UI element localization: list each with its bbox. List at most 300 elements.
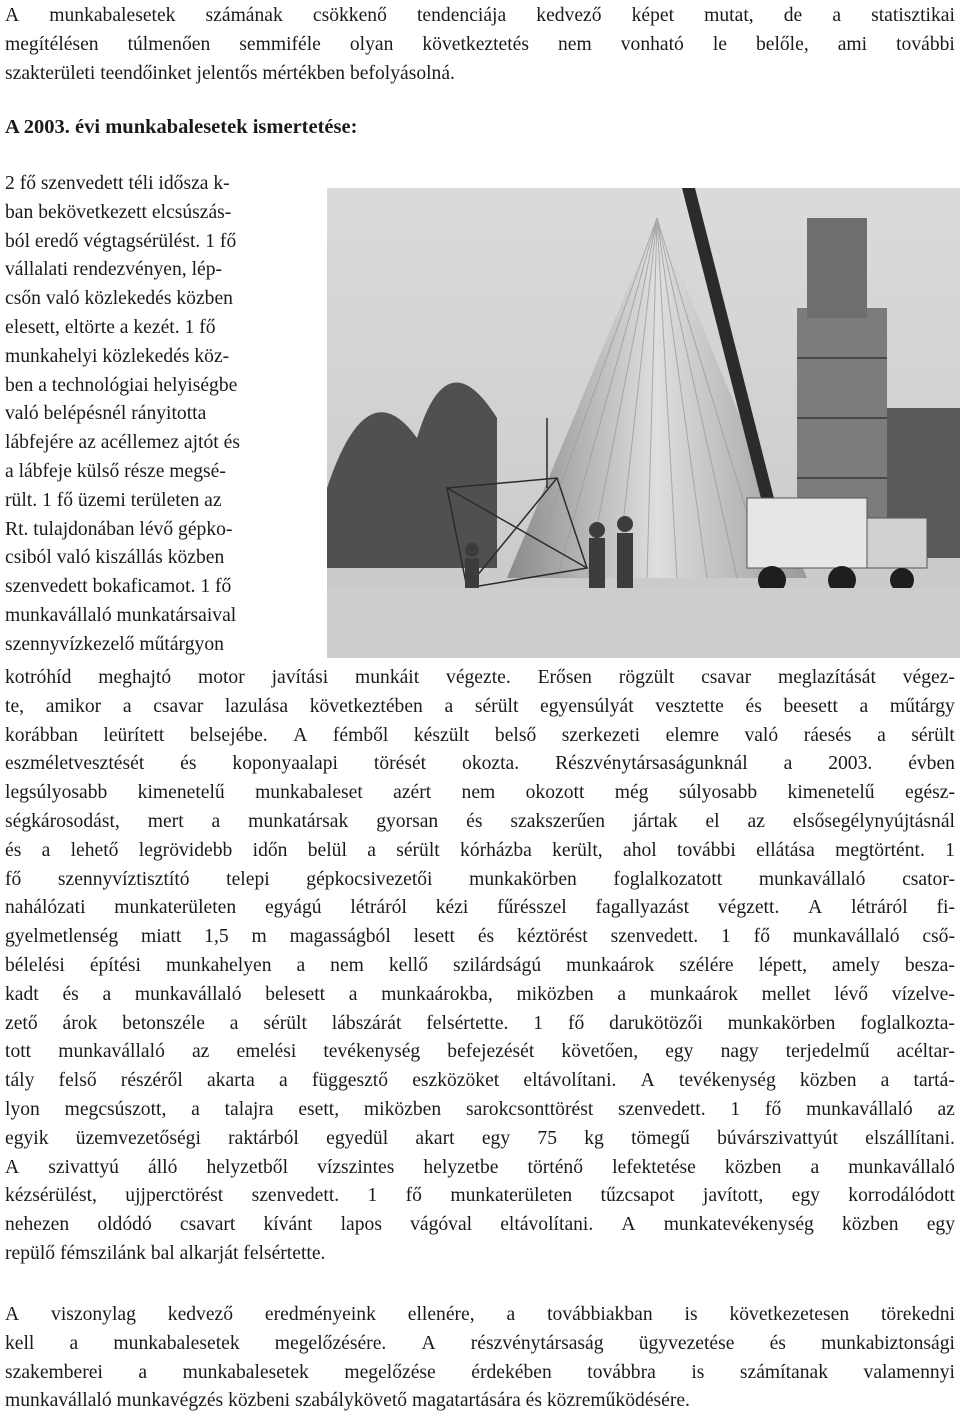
word: elemre [665, 724, 719, 746]
word: még [614, 782, 649, 804]
word: a [444, 695, 454, 717]
word: tevékenység [323, 1041, 421, 1063]
word: emelési [236, 1041, 297, 1063]
full-line [5, 894, 955, 923]
column-line: csiból való kiszállás közben [5, 547, 225, 569]
word: miközben [516, 983, 594, 1005]
incident-full-paragraph [5, 664, 955, 1269]
site-photo [327, 188, 960, 658]
full-line [5, 1096, 955, 1125]
word: fagallyazást [595, 897, 690, 919]
word: kg [584, 1127, 604, 1149]
word: munkaárok [566, 954, 655, 976]
word: akarta [206, 1070, 255, 1092]
word: kimenetelű [137, 782, 225, 804]
full-line [5, 1211, 955, 1240]
column-line: ben a technológiai helyiségbe [5, 374, 238, 396]
closing-line [5, 1330, 955, 1359]
word: kívánt [263, 1214, 313, 1236]
full-line [5, 750, 955, 779]
word: végezte. [446, 667, 511, 688]
word: A [5, 1304, 20, 1325]
word: egész- [904, 782, 955, 804]
word: magasságból [289, 926, 391, 948]
word: kézsérülést, [5, 1185, 97, 1207]
word: lefektetése [612, 1156, 696, 1178]
word: nem [558, 33, 592, 55]
word: nehezen [5, 1214, 70, 1236]
word: A [621, 1214, 636, 1236]
word: ahol [623, 839, 657, 861]
word: lévő [834, 983, 869, 1005]
word: lábszárát [331, 1012, 402, 1034]
word: részéről [120, 1070, 183, 1092]
word: javított, [702, 1185, 764, 1207]
word: fő [567, 1012, 585, 1034]
word: lapos [340, 1214, 382, 1236]
word: javítási [271, 667, 329, 688]
word: miatt [141, 926, 182, 948]
word: a [877, 724, 886, 746]
word: korábban [5, 724, 78, 746]
incident-column-paragraph [5, 170, 307, 660]
word: betonszéle [122, 1012, 205, 1034]
word: közben [799, 1070, 857, 1092]
word: cső- [922, 926, 955, 948]
word: lyon [5, 1098, 40, 1120]
word: zető [5, 1012, 38, 1034]
word: létráról [851, 897, 908, 919]
word: miközben [363, 1098, 442, 1120]
full-line [5, 722, 955, 751]
word: üzemvezetőségi [75, 1127, 201, 1149]
word: lépett, [758, 954, 808, 976]
word: a [783, 753, 793, 775]
word: ügyvezetése [638, 1332, 735, 1354]
word: és [5, 839, 22, 861]
word: munkakörben [469, 868, 577, 890]
word: számítanak [739, 1361, 829, 1383]
word: fémből [332, 724, 389, 746]
word: A [640, 1070, 655, 1092]
word: építési [89, 954, 141, 976]
word: szakszerűen [510, 810, 606, 832]
full-line [5, 952, 955, 981]
word: semmiféle [239, 33, 321, 55]
word: azért [393, 782, 432, 804]
word: munkabiztonsági [821, 1332, 955, 1354]
word: munkáit [354, 667, 420, 688]
column-line: szennyvízkezelő műtárgyon [5, 633, 224, 655]
word: a [348, 983, 358, 1005]
column-line: munkahelyi közlekedés köz- [5, 345, 230, 367]
word: súlyosabb [678, 782, 758, 804]
word: munkabalesetek [113, 1332, 240, 1354]
word: okozta. [462, 753, 520, 775]
word: munkahelyen [165, 954, 272, 976]
word: következtetés [422, 33, 530, 55]
word: ujjperctörést [125, 1185, 224, 1207]
word: amely [832, 954, 880, 976]
full-line [5, 808, 955, 837]
full-line [5, 1125, 955, 1154]
word: kézi [435, 897, 469, 919]
word: szenvedett. [618, 1098, 706, 1120]
word: megítélésen [5, 33, 99, 55]
word: is [684, 1304, 698, 1325]
word: motor [197, 667, 245, 688]
intro-line-3: szakterületi teendőinket jelentős mértékben befolyásolná. [5, 62, 455, 84]
word: legrövidebb [138, 839, 233, 861]
word: munkatevékenység [663, 1214, 814, 1236]
word: követően, [561, 1041, 639, 1063]
full-line [5, 837, 955, 866]
full-line [5, 1182, 955, 1211]
word: szenvedett. [251, 1185, 340, 1207]
word: tömegű [631, 1127, 690, 1149]
word: raktárból [228, 1127, 299, 1149]
word: csavart [179, 1214, 236, 1236]
word: mellet [761, 983, 811, 1005]
section-heading: A 2003. évi munkabalesetek ismertetése: [5, 116, 358, 138]
word: lazulása [224, 695, 289, 717]
column-line: vállalati rendezvényen, lép- [5, 259, 223, 281]
column-line: való belépésnél rányitotta [5, 403, 207, 425]
word: statisztikai [871, 5, 955, 26]
word: a [138, 1361, 148, 1383]
word: mert [147, 810, 184, 832]
word: korrodálódott [848, 1185, 955, 1207]
word: munkavállaló [792, 926, 900, 948]
word: ségkárosodást, [5, 810, 120, 832]
word: helyzetbe [423, 1156, 499, 1178]
word: bélelési [5, 954, 65, 976]
word: készült [413, 724, 470, 746]
word: eltávolítani. [523, 1070, 617, 1092]
word: megelőzésére. [274, 1332, 387, 1354]
word: közben [724, 1156, 782, 1178]
word: további [896, 33, 955, 55]
word: nahálózati [5, 897, 86, 919]
full-line: repülő fémszilánk bal alkarját felsértette. [5, 1242, 326, 1264]
word: a [296, 954, 306, 976]
word: munkavállaló [758, 868, 866, 890]
word: a [211, 810, 221, 832]
word: fő [753, 926, 770, 948]
word: szennyvíztisztító [57, 868, 190, 890]
word: elszállítani. [865, 1127, 955, 1149]
word: okozott [525, 782, 585, 804]
word: fő [405, 1185, 422, 1207]
word: is [691, 1361, 705, 1383]
word: A [5, 5, 20, 26]
word: egy [791, 1185, 820, 1207]
word: olyan [349, 33, 394, 55]
word: sérült [911, 724, 955, 746]
word: mutat, [704, 5, 754, 26]
word: valamennyi [863, 1361, 955, 1383]
word: gyorsan [376, 810, 439, 832]
word: egy [481, 1127, 511, 1149]
word: fűrésszel [497, 897, 567, 919]
word: besza- [904, 954, 955, 976]
word: helyzetből [206, 1156, 289, 1178]
word: csavar [701, 667, 752, 688]
word: munkavállaló [806, 1098, 913, 1120]
word: az [747, 810, 765, 832]
column-line: munkavállaló munkatársaival [5, 604, 237, 626]
word: egy [665, 1041, 694, 1063]
word: meglazítását [777, 667, 876, 688]
word: sérült [263, 1012, 307, 1034]
full-line [5, 1038, 955, 1067]
word: a [102, 983, 112, 1005]
word: következtében [309, 695, 423, 717]
word: törekedni [880, 1304, 955, 1325]
full-line [5, 1154, 955, 1183]
closing-line [5, 1359, 955, 1388]
word: történő [527, 1156, 584, 1178]
word: 75 [537, 1127, 557, 1149]
word: talajra [224, 1098, 274, 1120]
word: a [278, 1070, 288, 1092]
word: oldódó [97, 1214, 152, 1236]
word: egyensúlyát [540, 695, 634, 717]
word: te, [5, 695, 25, 717]
word: kórházba [460, 839, 532, 861]
word: nem [461, 782, 496, 804]
word: esett, [298, 1098, 340, 1120]
word: 2003. [828, 753, 873, 775]
word: A [293, 724, 308, 746]
word: kéztörést [517, 926, 588, 948]
word: tevékenység [678, 1070, 776, 1092]
word: ami [837, 33, 868, 55]
word: munkabalesetek [182, 1361, 309, 1383]
word: csökkenő [312, 5, 387, 26]
word: kedvező [536, 5, 602, 26]
column-line: ból eredő végtagsérülést. 1 fő [5, 230, 237, 252]
full-line [5, 664, 955, 693]
word: telepi [226, 868, 270, 890]
word: koponyaalapi [232, 753, 338, 775]
word: munkabaleset [255, 782, 363, 804]
word: végez- [902, 667, 955, 688]
word: m [251, 926, 267, 948]
word: fi- [936, 897, 955, 919]
word: eszközöket [412, 1070, 500, 1092]
word: tartá- [913, 1070, 955, 1092]
word: egyágú [264, 897, 322, 919]
word: sérült [474, 695, 519, 717]
word: legsúlyosabb [5, 782, 108, 804]
word: egyik [5, 1127, 49, 1149]
word: leürített [103, 724, 165, 746]
word: munkaárokba, [381, 983, 493, 1005]
closing-paragraph [5, 1301, 955, 1416]
word: le [712, 33, 727, 55]
word: foglalkozatott [613, 868, 723, 890]
word: a [41, 839, 51, 861]
word: árok [62, 1012, 98, 1034]
word: évben [908, 753, 955, 775]
column-line: 2 fő szenvedett téli idősza k- [5, 173, 230, 194]
word: képet [631, 5, 675, 26]
full-line [5, 693, 955, 722]
word: 1,5 [204, 926, 229, 948]
full-line [5, 779, 955, 808]
word: szerkezeti [561, 724, 641, 746]
word: viszonylag [51, 1304, 136, 1325]
word: a [880, 1070, 890, 1092]
word: belső [494, 724, 537, 746]
word: eredményeink [264, 1304, 376, 1325]
word: és [62, 983, 79, 1005]
column-line: ban bekövetkezett elcsúszás- [5, 201, 232, 223]
word: munkavállaló [134, 983, 242, 1005]
word: belesett [265, 983, 326, 1005]
word: munkavállaló [848, 1156, 955, 1178]
word: darukötözői [609, 1012, 703, 1034]
word: érdekében [471, 1361, 552, 1383]
word: törését [373, 753, 427, 775]
word: munkavállaló [58, 1041, 165, 1063]
intro-line-2 [5, 31, 955, 60]
word: ráesés [803, 724, 852, 746]
word: vesztette [655, 695, 724, 717]
word: gépkocsivezetői [306, 868, 433, 890]
word: szivattyú [48, 1156, 119, 1178]
closing-line [5, 1301, 955, 1330]
word: tott [5, 1041, 32, 1063]
word: egyedül [326, 1127, 389, 1149]
word: továbbiakban [547, 1304, 653, 1325]
word: munkabalesetek [49, 5, 176, 26]
word: műtárgy [889, 695, 955, 717]
word: gyelmetlenség [5, 926, 119, 948]
word: részvénytársaság [470, 1332, 604, 1354]
word: és [745, 695, 762, 717]
word: Erősen [537, 667, 592, 688]
word: acéltar- [896, 1041, 955, 1063]
word: túlmenően [127, 33, 211, 55]
word: 1 [945, 839, 955, 861]
word: munkaárok [649, 983, 738, 1005]
word: kellő [388, 954, 429, 976]
word: lesett [413, 926, 455, 948]
word: akart [415, 1127, 455, 1149]
word: foglalkozta- [860, 1012, 955, 1034]
word: 1 [730, 1098, 741, 1120]
word: és [466, 810, 483, 832]
word: jártak [632, 810, 678, 832]
full-line [5, 866, 955, 895]
word: a [229, 1012, 239, 1034]
word: 1 [367, 1185, 378, 1207]
word: nem [330, 954, 364, 976]
column-line: a lábfeje külső része megsé- [5, 460, 226, 482]
word: amikor [45, 695, 102, 717]
word: terjedelmű [785, 1041, 870, 1063]
word: de [783, 5, 803, 26]
intro-line-1 [5, 2, 955, 31]
word: vízelve- [891, 983, 955, 1005]
crane-tower-photo-illustration [327, 188, 960, 658]
full-line [5, 923, 955, 952]
word: szélére [679, 954, 734, 976]
column-line: lábfejére az acéllemez ajtót és [5, 432, 240, 454]
word: szenvedett. [610, 926, 699, 948]
column-line: csőn való közlekedés közben [5, 288, 233, 310]
word: a [506, 1304, 516, 1325]
word: vonható [620, 33, 684, 55]
word: vízszintes [317, 1156, 395, 1178]
word: a [810, 1156, 820, 1178]
word: szakemberei [5, 1361, 103, 1383]
word: létráról [350, 897, 407, 919]
word: megcsúszott, [64, 1098, 167, 1120]
word: a [617, 983, 627, 1005]
full-line [5, 981, 955, 1010]
word: felsértette. [426, 1012, 509, 1034]
word: fő [764, 1098, 782, 1120]
word: búvárszivattyút [717, 1127, 838, 1149]
word: fő [5, 868, 22, 890]
word: elsősegélynyújtásnál [792, 810, 955, 832]
word: csator- [902, 868, 955, 890]
word: munkaterületen [114, 897, 237, 919]
column-line: rült. 1 fő üzemi területen az [5, 489, 222, 511]
word: lehető [70, 839, 119, 861]
word: nagy [720, 1041, 759, 1063]
word: megelőzése [344, 1361, 436, 1383]
word: a [367, 839, 376, 861]
word: megtörtént. [835, 839, 925, 861]
closing-line: munkavállaló munkavégzés közbeni szabálykövető magatartására és közreműködésére. [5, 1390, 690, 1412]
word: Részvénytársaságunknál [555, 753, 748, 775]
word: belsejébe. [189, 724, 268, 746]
word: 1 [721, 926, 731, 948]
word: vágóval [410, 1214, 473, 1236]
word: továbbra [587, 1361, 656, 1383]
column-line: elesett, eltörte a kezét. 1 fő [5, 316, 216, 338]
word: ellátása [756, 839, 815, 861]
word: időn [252, 839, 288, 861]
word: sarokcsonttörést [465, 1098, 594, 1120]
word: rögzült [618, 667, 675, 688]
word: tály [5, 1070, 35, 1092]
word: tűzcsapot [600, 1185, 675, 1207]
word: és [180, 753, 197, 775]
word: kadt [5, 983, 39, 1005]
word: a [832, 5, 842, 26]
word: munkakörben [727, 1012, 836, 1034]
word: tendenciája [416, 5, 507, 26]
word: álló [148, 1156, 178, 1178]
word: függesztő [311, 1070, 389, 1092]
word: eszméletvesztését [5, 753, 145, 775]
word: került, [552, 839, 603, 861]
word: a [859, 695, 869, 717]
word: a [69, 1332, 79, 1354]
word: a [191, 1098, 200, 1120]
word: az [937, 1098, 955, 1120]
word: meghajtó [98, 667, 172, 688]
word: A [421, 1332, 436, 1354]
word: belül [307, 839, 347, 861]
word: kotróhíd [5, 667, 72, 688]
word: számának [205, 5, 283, 26]
